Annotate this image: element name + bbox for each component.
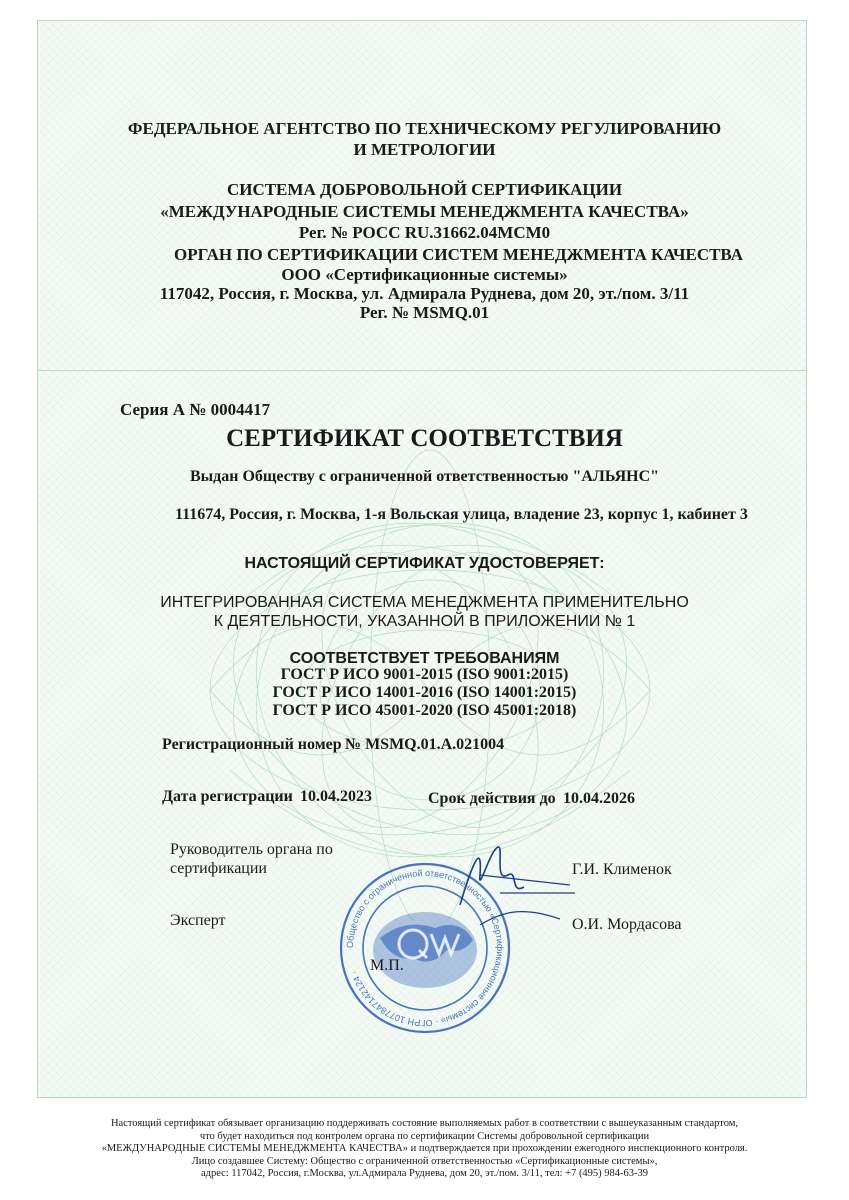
head-label-line-2: сертификации bbox=[170, 860, 267, 877]
issued-to: Выдан Обществу с ограниченной ответственностью "АЛЬЯНС" bbox=[189, 468, 660, 485]
standard-1: ГОСТ Р ИСО 9001-2015 (ISO 9001:2015) bbox=[280, 666, 569, 683]
certification-body-line: ОРГАН ПО СЕРТИФИКАЦИИ СИСТЕМ МЕНЕДЖМЕНТА КАЧЕСТВА bbox=[174, 245, 743, 264]
footer-line-2: что будет находиться под контролем органа по сертификации Системы добровольной сертификации bbox=[199, 1130, 650, 1142]
head-name: Г.И. Клименок bbox=[572, 861, 672, 878]
standard-2: ГОСТ Р ИСО 14001-2016 (ISO 14001:2015) bbox=[272, 684, 577, 701]
expert-label: Эксперт bbox=[170, 912, 226, 929]
signature-mark bbox=[420, 835, 590, 925]
registration-label: Регистрационный номер bbox=[162, 736, 342, 753]
footer-notice bbox=[0, 1118, 849, 1181]
system-reg: Рег. № РОСС RU.31662.04МСМ0 bbox=[298, 223, 551, 242]
certification-body-org: ООО «Сертификационные системы» bbox=[281, 265, 568, 284]
footer-line-4: Лицо создавшее Систему: Общество с ограниченной ответственностью «Сертификационные системы», bbox=[191, 1155, 658, 1167]
certification-body-address: 117042, Россия, г. Москва, ул. Адмирала Руднева, дом 20, эт./пом. 3/11 bbox=[159, 284, 690, 303]
footer-line-3: «МЕЖДУНАРОДНЫЕ СИСТЕМЫ МЕНЕДЖМЕНТА КАЧЕСТВА» и подтверждается при прохождении ежегодного инспекционного контроля. bbox=[101, 1143, 748, 1154]
complies-heading: СООТВЕТСТВУЕТ ТРЕБОВАНИЯМ bbox=[289, 650, 560, 667]
registration-date-label: Дата регистрации bbox=[162, 788, 293, 805]
system-line-1: СИСТЕМА ДОБРОВОЛЬНОЙ СЕРТИФИКАЦИИ bbox=[226, 180, 623, 199]
certificate-title: СЕРТИФИКАТ СООТВЕТСТВИЯ bbox=[226, 425, 623, 452]
head-label-line-1: Руководитель органа по bbox=[170, 841, 333, 858]
certifies-heading: НАСТОЯЩИЙ СЕРТИФИКАТ УДОСТОВЕРЯЕТ: bbox=[244, 555, 605, 572]
seal-ring-text: Общество с ограниченной ответственностью «Сертификационные системы» · ОГРН 1077847142124 · bbox=[344, 867, 506, 1029]
certificate-series: Серия А № 0004417 bbox=[120, 400, 271, 419]
valid-until-date: 10.04.2026 bbox=[563, 790, 635, 807]
footer-line-5: адрес: 117042, Россия, г.Москва, ул.Адмирала Руднева, дом 20, эт./пом. 3/11, тел: +7 (495) 984-63-39 bbox=[200, 1168, 649, 1179]
system-line-2: «МЕЖДУНАРОДНЫЕ СИСТЕМЫ МЕНЕДЖМЕНТА КАЧЕСТВА» bbox=[160, 202, 689, 221]
seal-mark-label: М.П. bbox=[370, 957, 404, 974]
valid-until-label: Срок действия до bbox=[428, 790, 556, 807]
scope-line-2: К ДЕЯТЕЛЬНОСТИ, УКАЗАННОЙ В ПРИЛОЖЕНИИ № 1 bbox=[213, 613, 636, 630]
registration-number: № MSMQ.01.A.021004 bbox=[345, 736, 505, 753]
footer-line-1: Настоящий сертификат обязывает организацию поддерживать состояние выполняемых работ в соответствии с вышеуказанным стандартом, bbox=[110, 1118, 739, 1129]
certification-body-reg: Рег. № MSMQ.01 bbox=[359, 303, 490, 322]
agency-line-1: ФЕДЕРАЛЬНОЕ АГЕНТСТВО ПО ТЕХНИЧЕСКОМУ РЕГУЛИРОВАНИЮ bbox=[127, 119, 722, 138]
registration-date: 10.04.2023 bbox=[300, 788, 372, 805]
standard-3: ГОСТ Р ИСО 45001-2020 (ISO 45001:2018) bbox=[272, 702, 577, 719]
scope-line-1: ИНТЕГРИРОВАННАЯ СИСТЕМА МЕНЕДЖМЕНТА ПРИМЕНИТЕЛЬНО bbox=[160, 594, 689, 611]
expert-name: О.И. Мордасова bbox=[572, 916, 682, 933]
holder-address: 111674, Россия, г. Москва, 1-я Вольская улица, владение 23, корпус 1, кабинет 3 bbox=[175, 506, 748, 523]
agency-line-2: И МЕТРОЛОГИИ bbox=[353, 140, 496, 159]
